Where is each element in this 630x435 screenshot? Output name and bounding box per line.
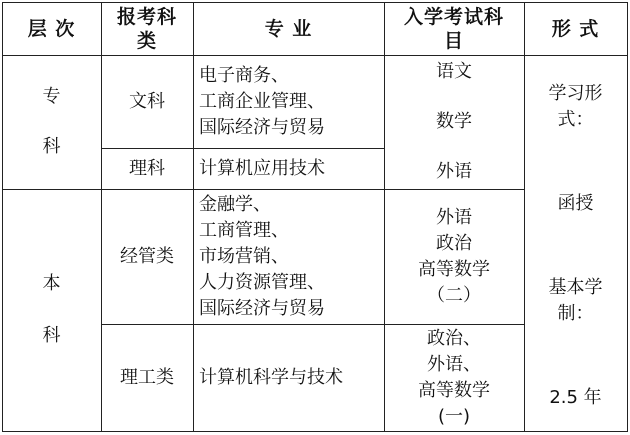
major-item: 市场营销、 (199, 245, 289, 267)
major-item: 电子商务、 (199, 64, 289, 86)
exam-item: 高等数学 (418, 379, 490, 401)
exam-jingguan (384, 189, 524, 324)
duration-line2: 制： (557, 303, 594, 324)
header-form-label: 形 式 (551, 17, 600, 40)
level-zhuanke (2, 55, 101, 189)
duration-group (549, 275, 603, 327)
category-like-label: 理科 (129, 157, 165, 179)
exam-zhuanke (384, 55, 524, 189)
level-zhuanke-char1: 专 (42, 86, 61, 107)
header-level-label: 层 次 (27, 17, 76, 40)
study-form-group (549, 81, 603, 133)
exam-item: （二） (427, 284, 481, 306)
exam-item: 高等数学 (418, 258, 490, 280)
major-ligong (193, 324, 384, 431)
duration-line1: 基本学 (548, 277, 603, 298)
major-wenke (193, 55, 384, 148)
major-item: 人力资源管理、 (199, 271, 325, 293)
header-form (524, 2, 627, 55)
major-item: 国际经济与贸易 (199, 297, 325, 319)
header-exam-line2: 目 (443, 29, 464, 52)
form-details (524, 55, 627, 431)
study-form-line2: 式： (557, 109, 594, 130)
table-border-bottom (2, 431, 627, 432)
category-like (101, 148, 193, 189)
major-item: 计算机科学与技术 (199, 366, 343, 388)
exam-item: 政治、 (427, 327, 481, 349)
category-ligong-label: 理工类 (120, 366, 174, 388)
category-wenke (101, 55, 193, 148)
header-category (101, 2, 193, 55)
exam-item: (一) (437, 405, 471, 427)
category-wenke-label: 文科 (129, 90, 165, 112)
category-jingguan (101, 189, 193, 324)
level-zhuanke-char2: 科 (42, 136, 61, 157)
major-item: 计算机应用技术 (199, 157, 325, 179)
major-item: 工商管理、 (199, 219, 289, 241)
exam-item: 外语 (436, 206, 472, 228)
header-level (2, 2, 101, 55)
study-form-line1: 学习形 (548, 83, 603, 104)
level-benke (2, 189, 101, 431)
header-category-line1: 报考科 (116, 5, 177, 28)
exam-item: 外语、 (427, 353, 481, 375)
category-ligong (101, 324, 193, 431)
major-jingguan (193, 189, 384, 324)
header-category-line2: 类 (136, 29, 157, 52)
major-item: 金融学、 (199, 193, 271, 215)
exam-item: 外语 (436, 161, 472, 182)
header-major-label: 专 业 (264, 17, 313, 40)
header-exam-subjects (384, 2, 524, 55)
header-major (193, 2, 384, 55)
header-exam-line1: 入学考试科 (403, 5, 504, 28)
exam-item: 数学 (436, 111, 472, 132)
level-benke-char1: 本 (42, 273, 61, 294)
exam-item: 政治 (436, 232, 472, 254)
exam-ligong (384, 324, 524, 431)
category-jingguan-label: 经管类 (120, 245, 174, 267)
exam-item: 语文 (436, 61, 472, 82)
duration-value: 2.5 年 (549, 387, 602, 408)
study-method: 函授 (557, 193, 594, 214)
level-benke-char2: 科 (42, 325, 61, 346)
major-item: 国际经济与贸易 (199, 116, 325, 138)
major-item: 工商企业管理、 (199, 90, 325, 112)
major-like (193, 148, 384, 189)
table-border-right (627, 2, 628, 432)
